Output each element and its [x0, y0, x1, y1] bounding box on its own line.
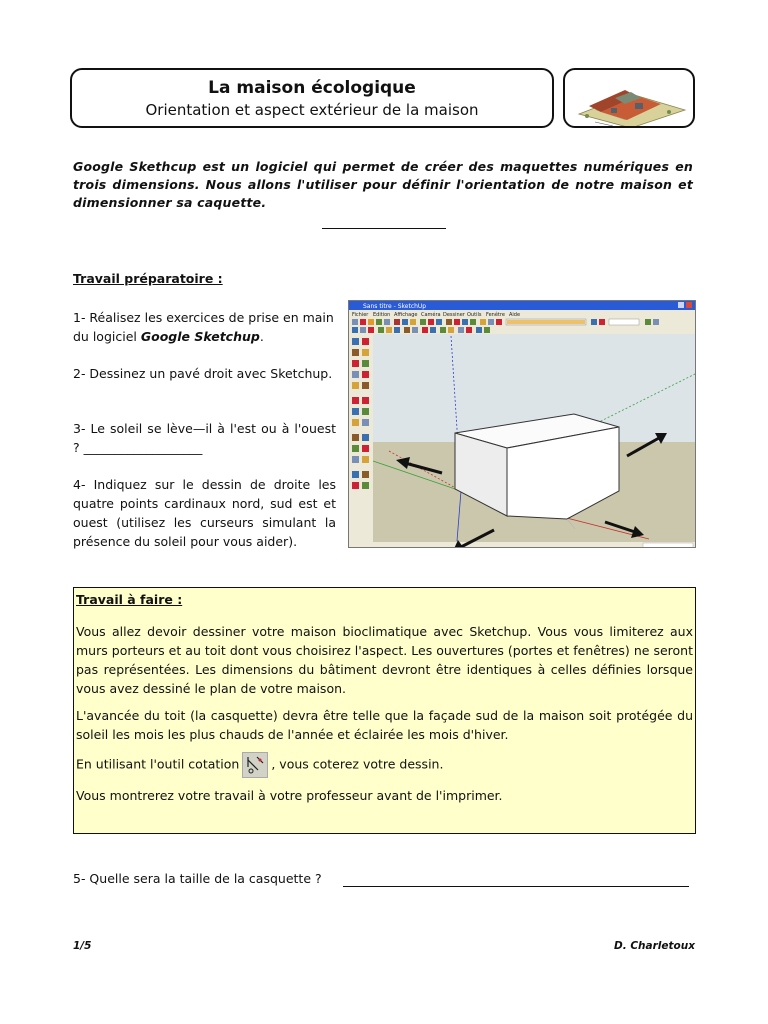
sketchup-screenshot: [348, 300, 696, 548]
step1-prefix: 1- Réalisez les exercices de prise en main du logiciel: [73, 310, 334, 344]
logo-box: [563, 68, 695, 128]
preparation-step-3: 3- Le soleil se lève—il à l'est ou à l'ouest ? ___________________: [73, 421, 336, 455]
menu-affichage: Affichage: [394, 312, 418, 318]
task-heading: Travail à faire :: [76, 592, 183, 607]
sketchup-window: [349, 301, 696, 548]
dimension-tool-icon: [242, 752, 268, 778]
intro-paragraph: Google Skethcup est un logiciel qui permet de créer des maquettes numériques en trois dimensions. Nous allons l'utiliser pour définir l'orientation de notre maison et dimensionner sa caquette.: [73, 159, 693, 210]
task-paragraph-2: L'avancée du toit (la casquette) devra être telle que la façade sud de la maison soit protégée du soleil les mois les plus chauds de l'année et éclairée les mois d'hiver.: [76, 708, 693, 742]
page-number: 1/5: [73, 940, 92, 952]
task-p3-suffix: , vous coterez votre dessin.: [271, 756, 444, 772]
question-5: 5- Quelle sera la taille de la casquette ?: [73, 871, 322, 886]
task-box: [73, 587, 696, 834]
author-name: D. Charletoux: [613, 940, 695, 952]
window-title: Sans titre - SketchUp: [363, 303, 427, 310]
minimize-icon: [678, 302, 684, 308]
preparation-step-2: 2- Dessinez un pavé droit avec Sketchup.: [73, 366, 333, 381]
step1-suffix: .: [259, 329, 264, 344]
house-3d-model-icon: [565, 70, 695, 128]
title-box: [70, 68, 554, 128]
menu-dessiner: Dessiner: [443, 312, 465, 318]
menu-outils: Outils: [467, 312, 482, 318]
answer-line: [343, 886, 689, 887]
document-title: La maison écologique: [208, 78, 416, 98]
document-subtitle: Orientation et aspect extérieur de la maison: [145, 101, 479, 119]
task-p3-prefix: En utilisant l'outil cotation: [76, 756, 240, 772]
menu-fichier: Fichier: [352, 312, 369, 318]
menu-camera: Caméra: [421, 312, 441, 318]
menu-edition: Edition: [373, 312, 391, 318]
task-paragraph-4: Vous montrerez votre travail à votre professeur avant de l'imprimer.: [76, 788, 503, 803]
task-paragraph-3: [76, 752, 693, 778]
step1-app-name: Google Sketchup: [140, 329, 260, 344]
preparation-heading: Travail préparatoire :: [73, 271, 223, 286]
menu-aide: Aide: [509, 312, 521, 318]
measurement-box: [643, 543, 693, 548]
menu-fenetre: Fenêtre: [486, 312, 505, 318]
close-icon: [686, 302, 692, 308]
preparation-step-4: 4- Indiquez sur le dessin de droite les quatre points cardinaux nord, sud est et ouest (utilisez les curseurs simulant la présence du soleil pour vous aider).: [73, 477, 336, 549]
preparation-step-1: [73, 308, 336, 346]
task-paragraph-1: Vous allez devoir dessiner votre maison bioclimatique avec Sketchup. Vous vous limiterez aux murs porteurs et au toit dont vous choisirez l'aspect. Les ouvertures (portes et fenêtres) ne seront pas représentées. Les dimensions du bâtiment devront être identiques à celles définies lorsque vous avez dessiné le plan de votre maison.: [76, 624, 693, 696]
separator-line: [322, 228, 446, 229]
